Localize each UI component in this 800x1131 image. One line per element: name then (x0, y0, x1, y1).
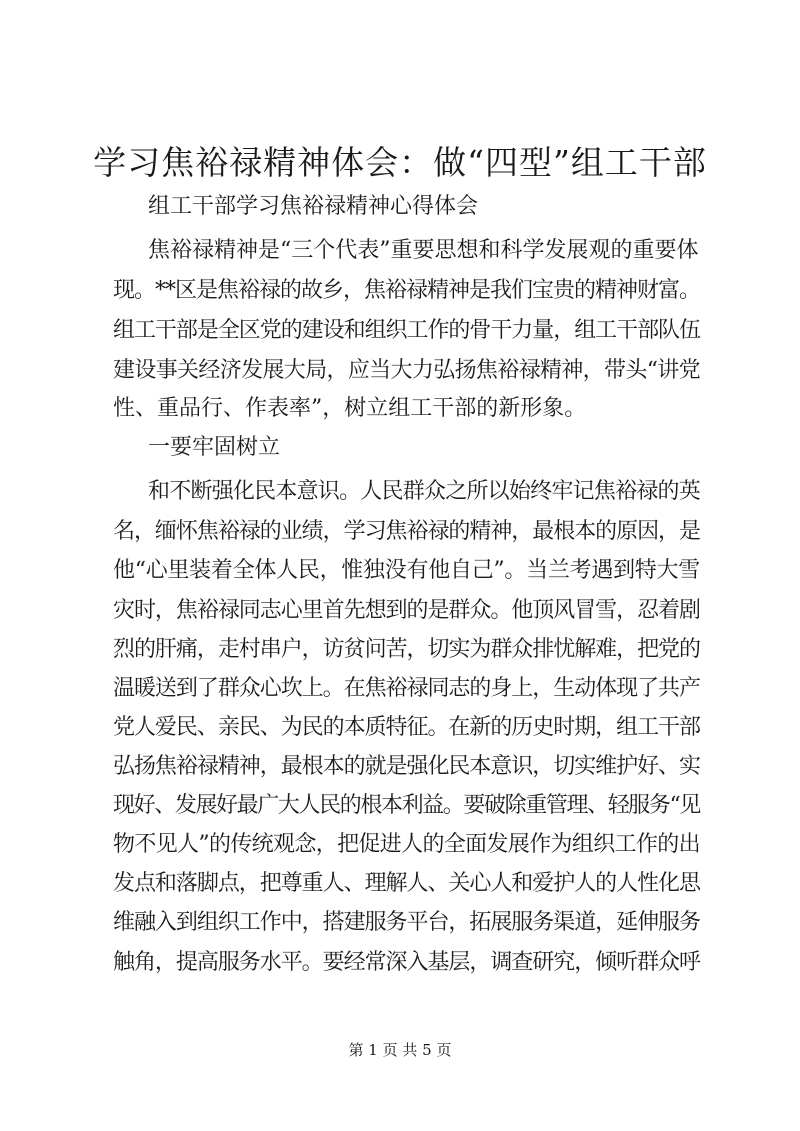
section-heading-line: 一要牢固树立 (148, 435, 281, 460)
text-line: 维融入到组织工作中，搭建服务平台，拓展服务渠道，延伸服务 (113, 910, 700, 935)
text-line: 组工干部是全区党的建设和组织工作的骨干力量，组工干部队伍 (113, 318, 700, 343)
text-line: 名，缅怀焦裕禄的业绩，学习焦裕禄的精神，最根本的原因，是 (113, 519, 700, 544)
text-line: 温暖送到了群众心坎上。在焦裕禄同志的身上，生动体现了共产 (113, 676, 700, 701)
page-number-footer: 第 1 页 共 5 页 (348, 1041, 452, 1059)
text-line: 现。**区是焦裕禄的故乡，焦裕禄精神是我们宝贵的精神财富。 (113, 278, 700, 303)
text-line: 建设事关经济发展大局，应当大力弘扬焦裕禄精神，带头“讲党 (113, 358, 700, 383)
text-line: 和不断强化民本意识。人民群众之所以始终牢记焦裕禄的英 (148, 479, 700, 504)
subtitle-line: 组工干部学习焦裕禄精神心得体会 (148, 194, 479, 219)
text-line: 他“心里装着全体人民，惟独没有他自己”。当兰考遇到特大雪 (113, 558, 700, 583)
text-line: 灾时，焦裕禄同志心里首先想到的是群众。他顶风冒雪，忍着剧 (113, 598, 700, 623)
text-line: 现好、发展好最广大人民的根本利益。要破除重管理、轻服务“见 (113, 793, 700, 818)
text-line: 物不见人”的传统观念，把促进人的全面发展作为组织工作的出 (113, 832, 700, 857)
text-line: 弘扬焦裕禄精神，最根本的就是强化民本意识，切实维护好、实 (113, 754, 700, 779)
text-line: 发点和落脚点，把尊重人、理解人、关心人和爱护人的人性化思 (113, 871, 700, 896)
text-line: 烈的肝痛，走村串户，访贫问苦，切实为群众排忧解难，把党的 (113, 637, 700, 662)
text-line: 性、重品行、作表率”，树立组工干部的新形象。 (113, 396, 587, 421)
text-line: 触角，提高服务水平。要经常深入基层，调查研究，倾听群众呼 (113, 950, 700, 975)
text-line: 焦裕禄精神是“三个代表”重要思想和科学发展观的重要体 (148, 238, 699, 263)
text-line: 党人爱民、亲民、为民的本质特征。在新的历史时期，组工干部 (113, 715, 700, 740)
document-title: 学习焦裕禄精神体会：做“四型”组工干部 (93, 143, 707, 182)
